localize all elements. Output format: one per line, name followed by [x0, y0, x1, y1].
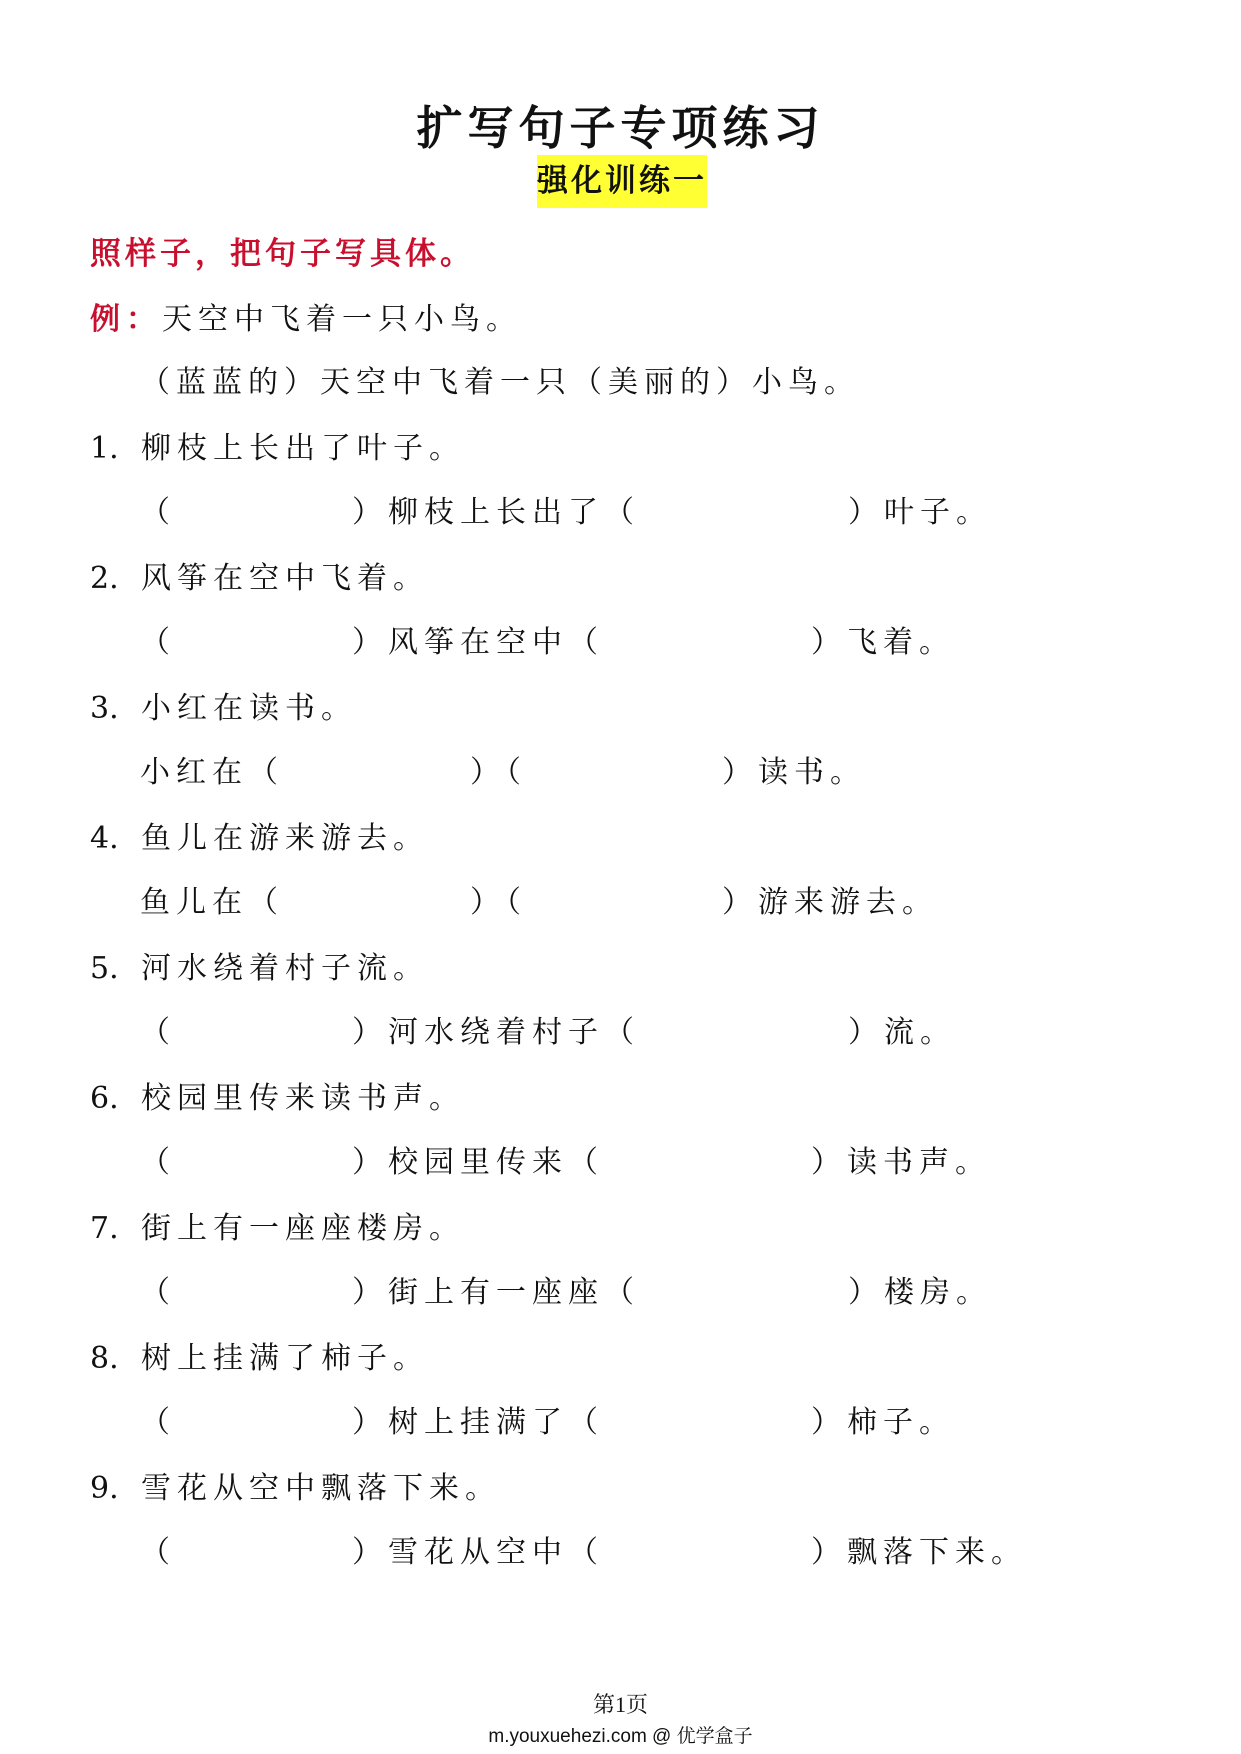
question-number: 5.: [90, 951, 119, 986]
question-line: [90, 689, 357, 729]
question-sentence: 树上挂满了柿子。: [141, 1341, 429, 1376]
answer-segment: ）（: [470, 885, 527, 920]
answer-segment: （: [140, 625, 176, 660]
question-sentence: 柳枝上长出了叶子。: [141, 431, 465, 466]
question-number: 7.: [90, 1211, 119, 1246]
question-line: [90, 819, 429, 859]
answer-segment: ）雪花从空中（: [352, 1535, 604, 1570]
answer-segment: ）飞着。: [811, 625, 955, 660]
question-line: [90, 1079, 465, 1119]
example-answer: （蓝蓝的）天空中飞着一只（美丽的）小鸟。: [140, 365, 860, 400]
answer-segment: ）流。: [848, 1015, 956, 1050]
answer-segment: ）校园里传来（: [352, 1145, 604, 1180]
question-number: 1.: [90, 431, 119, 466]
answer-blank-line: [0, 883, 1241, 923]
answer-blank-line: [0, 1013, 1241, 1053]
question-sentence: 校园里传来读书声。: [141, 1081, 465, 1116]
question-line: [90, 949, 429, 989]
example-line: [90, 300, 522, 340]
instruction-text: 照样子，把句子写具体。: [90, 236, 475, 272]
answer-segment: ）读书声。: [811, 1145, 991, 1180]
answer-segment: ）楼房。: [848, 1275, 992, 1310]
subtitle-highlight: 强化训练一: [537, 155, 707, 208]
answer-segment: （: [140, 1015, 176, 1050]
answer-segment: ）叶子。: [848, 495, 992, 530]
question-sentence: 街上有一座座楼房。: [141, 1211, 465, 1246]
answer-segment: ）飘落下来。: [811, 1535, 1027, 1570]
answer-segment: 小红在（: [140, 755, 284, 790]
answer-segment: ）（: [470, 755, 527, 790]
question-line: [90, 429, 465, 469]
question-line: [90, 1469, 501, 1509]
answer-blank-line: [0, 1273, 1241, 1313]
answer-segment: ）读书。: [722, 755, 866, 790]
question-number: 9.: [90, 1471, 119, 1506]
answer-segment: ）河水绕着村子（: [352, 1015, 640, 1050]
answer-segment: （: [140, 1145, 176, 1180]
answer-segment: ）街上有一座座（: [352, 1275, 640, 1310]
answer-blank-line: [0, 623, 1241, 663]
answer-segment: ）风筝在空中（: [352, 625, 604, 660]
answer-segment: ）柳枝上长出了（: [352, 495, 640, 530]
question-line: [90, 1339, 429, 1379]
answer-segment: （: [140, 1275, 176, 1310]
answer-blank-line: [0, 1403, 1241, 1443]
question-number: 6.: [90, 1081, 119, 1116]
answer-blank-line: [0, 1143, 1241, 1183]
example-label: 例：: [90, 302, 162, 337]
question-sentence: 风筝在空中飞着。: [141, 561, 429, 596]
question-number: 8.: [90, 1341, 119, 1376]
answer-segment: ）树上挂满了（: [352, 1405, 604, 1440]
question-line: [90, 559, 429, 599]
question-number: 4.: [90, 821, 119, 856]
page-title: 扩写句子专项练习: [416, 101, 825, 155]
site-watermark: m.youxuehezi.com @ 优学盒子: [488, 1726, 753, 1747]
question-number: 2.: [90, 561, 119, 596]
answer-segment: （: [140, 495, 176, 530]
question-sentence: 鱼儿在游来游去。: [141, 821, 429, 856]
answer-segment: （: [140, 1535, 176, 1570]
answer-blank-line: [0, 753, 1241, 793]
question-sentence: 河水绕着村子流。: [141, 951, 429, 986]
answer-segment: ）游来游去。: [722, 885, 938, 920]
answer-segment: 鱼儿在（: [140, 885, 284, 920]
question-line: [90, 1209, 465, 1249]
example-sentence: 天空中飞着一只小鸟。: [162, 302, 522, 337]
answer-blank-line: [0, 493, 1241, 533]
question-sentence: 小红在读书。: [141, 691, 357, 726]
answer-segment: ）柿子。: [811, 1405, 955, 1440]
question-sentence: 雪花从空中飘落下来。: [141, 1471, 501, 1506]
page-number: 第1页: [592, 1692, 648, 1717]
answer-blank-line: [0, 1533, 1241, 1573]
answer-segment: （: [140, 1405, 176, 1440]
question-number: 3.: [90, 691, 119, 726]
